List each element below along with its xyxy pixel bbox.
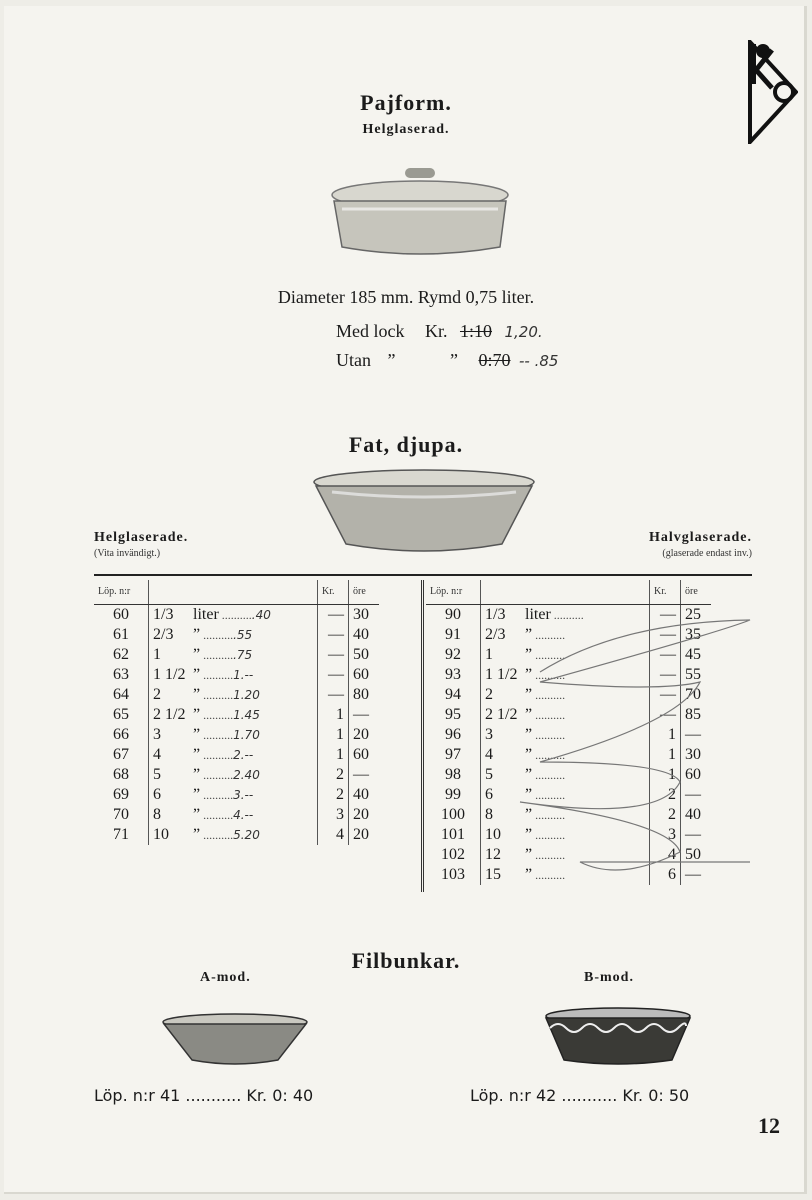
pajform-title: Pajform. <box>360 90 452 115</box>
left-row-size: 4 <box>153 746 161 763</box>
right-row-size: 2/3 <box>485 626 506 643</box>
right-row-kr: 1 <box>650 725 681 745</box>
left-row-no: 61 <box>94 625 149 645</box>
left-row <box>94 765 379 785</box>
right-row-unit: ” <box>525 766 533 783</box>
left-row-kr: — <box>318 685 349 705</box>
left-row-desc <box>149 825 318 845</box>
left-row-no: 63 <box>94 665 149 685</box>
left-row <box>94 785 379 805</box>
right-row-no: 98 <box>426 765 481 785</box>
left-row-handwritten-price: 1.20 <box>233 688 260 702</box>
left-row <box>94 605 379 626</box>
left-row-kr: 2 <box>318 785 349 805</box>
right-row-size: 1 <box>485 646 493 663</box>
left-header-desc <box>149 580 318 605</box>
left-row-desc <box>149 725 318 745</box>
right-row-dots: .......... <box>532 788 566 802</box>
left-row-desc <box>149 625 318 645</box>
right-row-ore: 70 <box>685 686 701 703</box>
left-row-kr: 4 <box>318 825 349 845</box>
right-row-no: 95 <box>426 705 481 725</box>
left-row-kr: — <box>318 665 349 685</box>
left-row-dots: .......... <box>200 628 234 642</box>
right-row-ore: — <box>685 726 701 743</box>
left-row-unit: ” <box>193 806 201 823</box>
left-row-ore: — <box>353 706 369 723</box>
left-header-kr: Kr. <box>318 580 349 605</box>
left-row-kr: 1 <box>318 725 349 745</box>
page-number: 12 <box>758 1113 780 1138</box>
pencil-scribbles <box>500 612 760 892</box>
left-row-handwritten-price: 4.-- <box>233 808 254 822</box>
with-lid-old-price: 1:10 <box>459 321 492 341</box>
right-row-no: 100 <box>426 805 481 825</box>
filbunkar-title: Filbunkar. <box>351 948 461 973</box>
with-lid-prefix: Kr. <box>424 321 448 341</box>
right-row-unit: ” <box>525 746 533 763</box>
left-row <box>94 645 379 665</box>
left-row-kr: — <box>318 605 349 626</box>
left-row-dots: .......... <box>200 808 234 822</box>
left-row-desc <box>149 685 318 705</box>
a-model-price: Löp. n:r 41 ........... Kr. 0: 40 <box>94 1086 314 1105</box>
right-row-size: 1 1/2 <box>485 666 518 683</box>
right-row-size: 10 <box>485 826 501 843</box>
pajform-spec: Diameter 185 mm. Rymd 0,75 liter. <box>277 287 535 307</box>
with-lid-new-price: 1,20. <box>504 323 543 341</box>
right-row-ore: 25 <box>685 606 701 623</box>
left-row-ore: — <box>353 766 369 783</box>
right-row-no: 96 <box>426 725 481 745</box>
right-row-unit: ” <box>525 666 533 683</box>
left-row-unit: ” <box>193 706 201 723</box>
left-row-kr: 3 <box>318 805 349 825</box>
right-row-kr: 1 <box>650 745 681 765</box>
without-lid-old-price: 0:70 <box>478 350 511 370</box>
without-lid-ditto-2: ” <box>450 350 458 370</box>
right-row-ore: — <box>685 786 701 803</box>
right-row-ore: 45 <box>685 646 701 663</box>
right-row-size: 5 <box>485 766 493 783</box>
left-row-handwritten-price: 3.-- <box>233 788 254 802</box>
left-row-handwritten-price: 5.20 <box>233 828 260 842</box>
right-row-ore: 85 <box>685 706 701 723</box>
right-row-size: 1/3 <box>485 606 506 623</box>
right-row-ore: 50 <box>685 846 701 863</box>
left-row-ore: 20 <box>353 806 369 823</box>
right-row-size: 3 <box>485 726 493 743</box>
left-row-no: 64 <box>94 685 149 705</box>
right-row-no: 101 <box>426 825 481 845</box>
left-row-size: 6 <box>153 786 161 803</box>
right-row-no: 94 <box>426 685 481 705</box>
table-divider <box>421 580 424 892</box>
left-row-no: 66 <box>94 725 149 745</box>
right-row-ore: 40 <box>685 806 701 823</box>
table-rule <box>94 574 752 576</box>
left-row-unit: ” <box>193 666 201 683</box>
left-row-unit: ” <box>193 746 201 763</box>
right-row-dots: .......... <box>532 728 566 742</box>
left-row-kr: 1 <box>318 705 349 725</box>
left-row-no: 65 <box>94 705 149 725</box>
right-row-ore: 55 <box>685 666 701 683</box>
right-row-unit: liter <box>525 606 551 623</box>
right-header-no: Löp. n:r <box>426 580 481 605</box>
left-header-no: Löp. n:r <box>94 580 149 605</box>
left-row-no: 70 <box>94 805 149 825</box>
right-row-no: 90 <box>426 605 481 626</box>
left-row-desc <box>149 805 318 825</box>
right-row-kr: — <box>650 645 681 665</box>
right-row-no: 91 <box>426 625 481 645</box>
right-row-dots: .......... <box>550 608 584 622</box>
right-row-kr: 1 <box>650 765 681 785</box>
left-row-unit: ” <box>193 626 201 643</box>
left-row-unit: ” <box>193 766 201 783</box>
left-row-kr: — <box>318 625 349 645</box>
left-row-desc <box>149 745 318 765</box>
right-row-dots: .......... <box>532 688 566 702</box>
right-row-kr: 3 <box>650 825 681 845</box>
right-row-unit: ” <box>525 866 533 883</box>
left-row-handwritten-price: 1.45 <box>233 708 260 722</box>
left-row-dots: .......... <box>200 748 234 762</box>
left-row <box>94 625 379 645</box>
right-table-label: Halvglaserade. <box>648 530 752 545</box>
price-with-lid <box>336 321 543 342</box>
left-row-dots: .......... <box>200 668 234 682</box>
right-row-no: 103 <box>426 865 481 885</box>
left-row-no: 60 <box>94 605 149 626</box>
right-row-dots: .......... <box>532 828 566 842</box>
left-row-dots: .......... <box>218 608 252 622</box>
left-row-size: 1 1/2 <box>153 666 186 683</box>
left-row-desc <box>149 705 318 725</box>
right-row-dots: .......... <box>532 708 566 722</box>
right-row-no: 92 <box>426 645 481 665</box>
right-row-size: 2 <box>485 686 493 703</box>
left-row-size: 8 <box>153 806 161 823</box>
right-row-no: 102 <box>426 845 481 865</box>
left-row-ore: 60 <box>353 666 369 683</box>
left-row-ore: 40 <box>353 786 369 803</box>
left-row-handwritten-price: 1.-- <box>233 668 254 682</box>
right-row-unit: ” <box>525 806 533 823</box>
right-row-unit: ” <box>525 686 533 703</box>
right-row-size: 15 <box>485 866 501 883</box>
left-row-dots: .......... <box>200 788 234 802</box>
right-row-dots: .......... <box>532 848 566 862</box>
left-row-no: 67 <box>94 745 149 765</box>
left-row-ore: 50 <box>353 646 369 663</box>
left-row-unit: ” <box>193 786 201 803</box>
left-row-dots: .......... <box>200 708 234 722</box>
right-row-dots: .......... <box>532 648 566 662</box>
right-row-ore: 35 <box>685 626 701 643</box>
left-row <box>94 805 379 825</box>
left-row-dots: .......... <box>200 728 234 742</box>
left-row-size: 5 <box>153 766 161 783</box>
right-header-desc <box>481 580 650 605</box>
without-lid-new-price: -- .85 <box>519 352 559 370</box>
left-row-unit: ” <box>193 726 201 743</box>
left-row-ore: 30 <box>353 606 369 623</box>
pie-dish-image <box>330 165 514 261</box>
left-row <box>94 665 379 685</box>
left-row-no: 62 <box>94 645 149 665</box>
left-row-desc <box>149 645 318 665</box>
right-row-no: 93 <box>426 665 481 685</box>
with-lid-label: Med lock <box>336 321 405 341</box>
right-row-kr: — <box>650 705 681 725</box>
left-row-ore: 80 <box>353 686 369 703</box>
left-row <box>94 725 379 745</box>
left-row-size: 1/3 <box>153 606 174 623</box>
without-lid-ditto: ” <box>387 350 396 370</box>
left-row-size: 2 1/2 <box>153 706 186 723</box>
right-row-size: 2 1/2 <box>485 706 518 723</box>
left-table-body <box>94 605 379 846</box>
right-row-size: 8 <box>485 806 493 823</box>
right-row-no: 97 <box>426 745 481 765</box>
pajform-subtitle: Helglaserad. <box>362 122 450 137</box>
left-row-size: 10 <box>153 826 169 843</box>
a-model-label: A-mod. <box>200 970 251 985</box>
right-row-kr: — <box>650 685 681 705</box>
left-row-kr: 2 <box>318 765 349 785</box>
left-row-handwritten-price: 2.40 <box>233 768 260 782</box>
left-row-ore: 20 <box>353 726 369 743</box>
left-row-desc <box>149 665 318 685</box>
left-row-ore: 60 <box>353 746 369 763</box>
right-row-dots: .......... <box>532 668 566 682</box>
left-row-unit: ” <box>193 646 201 663</box>
left-row-ore: 20 <box>353 826 369 843</box>
right-row-unit: ” <box>525 646 533 663</box>
left-row-dots: .......... <box>200 828 234 842</box>
left-row-dots: .......... <box>200 768 234 782</box>
right-row-kr: 6 <box>650 865 681 885</box>
left-row-ore: 40 <box>353 626 369 643</box>
b-model-price: Löp. n:r 42 ........... Kr. 0: 50 <box>470 1086 690 1105</box>
right-row-dots: .......... <box>532 748 566 762</box>
left-row-size: 2/3 <box>153 626 174 643</box>
left-row-unit: liter <box>193 606 219 623</box>
left-row-kr: — <box>318 645 349 665</box>
without-lid-label: Utan <box>336 350 371 370</box>
right-row-size: 12 <box>485 846 501 863</box>
right-row-ore: 30 <box>685 746 701 763</box>
left-row-desc <box>149 765 318 785</box>
right-row-kr: 4 <box>650 845 681 865</box>
right-row-dots: .......... <box>532 808 566 822</box>
left-row-unit: ” <box>193 686 201 703</box>
left-row <box>94 685 379 705</box>
right-table-note: (glaserade endast inv.) <box>662 548 752 559</box>
right-row-unit: ” <box>525 706 533 723</box>
left-row <box>94 825 379 845</box>
right-row-unit: ” <box>525 846 533 863</box>
right-row-size: 6 <box>485 786 493 803</box>
left-price-table <box>94 580 379 845</box>
right-row-unit: ” <box>525 726 533 743</box>
right-row-ore: 60 <box>685 766 701 783</box>
bowl-a-image <box>160 1012 310 1066</box>
right-row-ore: — <box>685 866 701 883</box>
left-row-desc <box>149 785 318 805</box>
left-row-no: 69 <box>94 785 149 805</box>
right-header-kr: Kr. <box>650 580 681 605</box>
left-row-no: 71 <box>94 825 149 845</box>
left-row-desc <box>149 605 318 626</box>
left-table-label: Helglaserade. <box>94 530 189 545</box>
left-table-note: (Vita invändigt.) <box>94 548 161 559</box>
left-row-handwritten-price: .40 <box>251 608 271 622</box>
right-row-dots: .......... <box>532 868 566 882</box>
left-row-handwritten-price: 1.70 <box>233 728 260 742</box>
price-without-lid <box>336 350 558 371</box>
left-row-size: 3 <box>153 726 161 743</box>
left-row-dots: .......... <box>200 688 234 702</box>
bowl-b-image <box>542 1006 694 1068</box>
right-row-kr: — <box>650 625 681 645</box>
left-row-unit: ” <box>193 826 201 843</box>
right-row-unit: ” <box>525 826 533 843</box>
left-row <box>94 705 379 725</box>
left-row <box>94 745 379 765</box>
left-row-no: 68 <box>94 765 149 785</box>
left-row-dots: .......... <box>200 648 234 662</box>
right-row-unit: ” <box>525 786 533 803</box>
right-row-size: 4 <box>485 746 493 763</box>
left-header-ore: öre <box>349 580 380 605</box>
right-row-ore: — <box>685 826 701 843</box>
fat-title: Fat, djupa. <box>348 432 464 457</box>
left-row-kr: 1 <box>318 745 349 765</box>
deep-bowl-image <box>312 468 536 554</box>
right-row-no: 99 <box>426 785 481 805</box>
right-row-dots: .......... <box>532 768 566 782</box>
right-row-kr: 2 <box>650 805 681 825</box>
right-row-unit: ” <box>525 626 533 643</box>
left-row-handwritten-price: .55 <box>233 628 253 642</box>
right-row-kr: — <box>650 665 681 685</box>
b-model-label: B-mod. <box>584 970 634 985</box>
left-row-handwritten-price: .75 <box>233 648 253 662</box>
left-row-size: 1 <box>153 646 161 663</box>
left-row-size: 2 <box>153 686 161 703</box>
right-row-kr: — <box>650 605 681 626</box>
left-row-handwritten-price: 2.-- <box>233 748 254 762</box>
right-row-kr: 2 <box>650 785 681 805</box>
right-row-dots: .......... <box>532 628 566 642</box>
right-header-ore: öre <box>681 580 712 605</box>
